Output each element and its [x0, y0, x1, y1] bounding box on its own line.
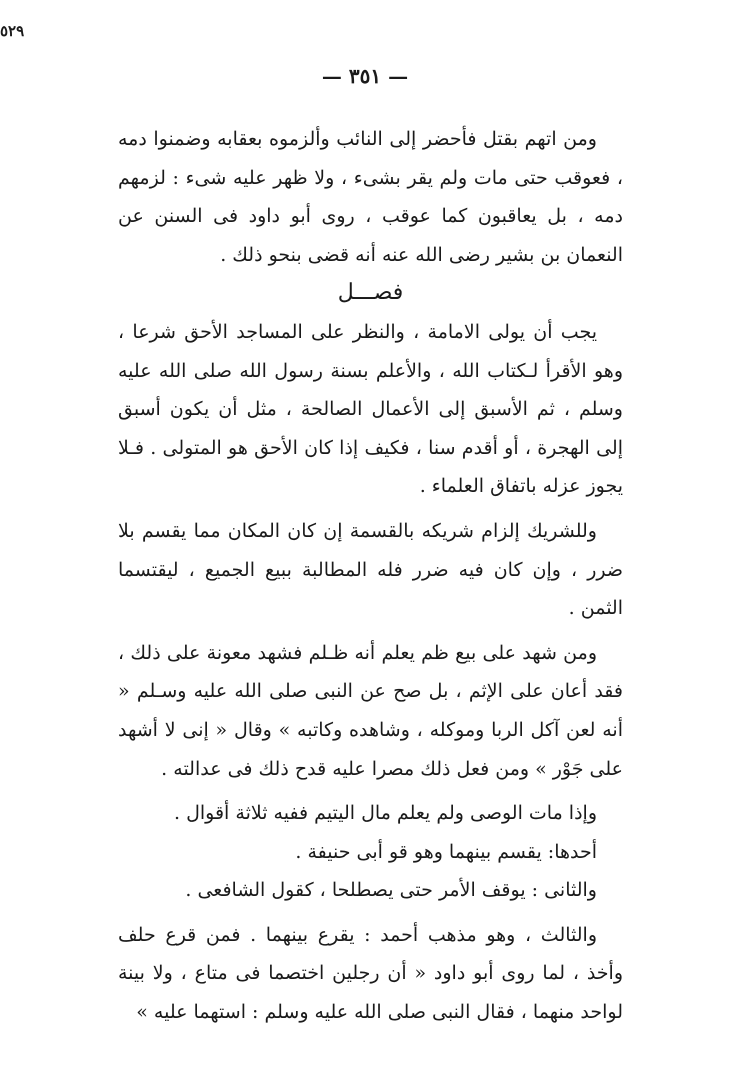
paragraph-witness-sale: ومن شهد على بيع ظم يعلم أنه ظـلم فشهد معونة على ذلك ، فقد أعان على الإثم ، بل صح عن النبى صلى الله عليه وسـلم « أنه لعن آكل الربا وموكله ، وشاهده وكاتبه » وقال « إنى لا أشهد على جَوْر » ومن فعل ذلك مصرا عليه قدح ذلك فى عدالته . — [118, 641, 623, 780]
opinion-first: أحدها: يقسم بينهما وهو قو أبى حنيفة . — [295, 840, 597, 863]
paragraph-guardian-death: وإذا مات الوصى ولم يعلم مال اليتيم ففيه ثلاثة أقوال . — [174, 802, 597, 825]
opinion-second: والثانى : يوقف الأمر حتى يصطلحا ، كقول الشافعى . — [185, 879, 597, 902]
corner-page-mark: ٥٢٩ — [0, 22, 25, 40]
opinion-third: والثالث ، وهو مذهب أحمد : يقرع بينهما . فمن قرع حلف وأخذ ، لما روى أبو داود « أن رجلين اختصما فى متاع ، ولا بينة لواحد منهما ، فقال النبى صلى الله عليه وسلم : استهما عليه » — [118, 923, 623, 1024]
paragraph-accused-punishment: ومن اتهم بقتل فأحضر إلى النائب وألزموه بعقابه وضمنوا دمه ، فعوقب حتى مات ولم يقر بشىء ، ولا ظهر عليه شىء : لزمهم دمه ، بل يعاقبون كما عوقب ، روى أبو داود فى السنن عن النعمان بن بشير رضى الله عنه أنه قضى بنحو ذلك . — [118, 128, 623, 266]
paragraph-partner-division: وللشريك إلزام شريكه بالقسمة إن كان المكان مما يقسم بلا ضرر ، وإن كان فيه ضرر فله المطالبة ببيع الجميع ، ليقتسما الثمن . — [118, 519, 623, 620]
paragraph-imamate: يجب أن يولى الامامة ، والنظر على المساجد الأحق شرعا ، وهو الأقرأ لـكتاب الله ، والأعلم بسنة رسول الله صلى الله عليه وسلم ، ثم الأسبق إلى الأعمال الصالحة ، مثل أن يكون أسبق إلى الهجرة ، أو أقدم سنا ، فكيف إذا كان الأحق هو المتولى . فـلا يجوز عزله باتفاق العلماء . — [118, 320, 623, 498]
section-heading: فصـــل — [337, 280, 404, 306]
page-body — [118, 120, 623, 1032]
page-number: — ٣٥١ — — [321, 64, 409, 88]
